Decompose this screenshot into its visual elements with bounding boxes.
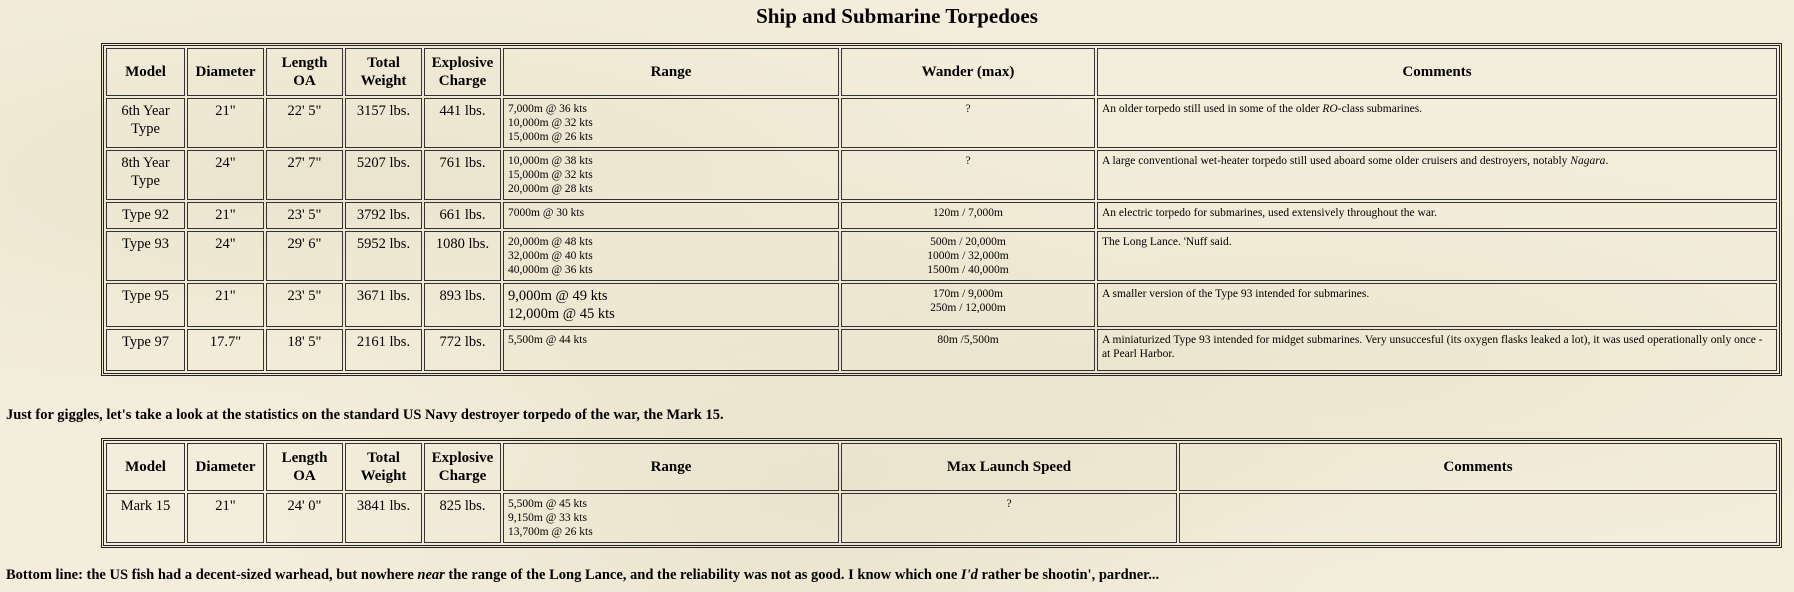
comment-text: A miniaturized Type 93 intended for midget submarines. Very unsuccesful (its oxygen flasks leaked a lot), it was used operationally only once - at Pearl Harbor. <box>1102 334 1763 360</box>
cell-comment <box>1097 283 1777 327</box>
table-row <box>106 98 1777 148</box>
cell-weight: 3792 lbs. <box>345 202 422 229</box>
cell-diameter: 24" <box>187 150 264 200</box>
cell-range <box>503 98 839 148</box>
cell-range <box>503 283 839 327</box>
cell-charge: 441 lbs. <box>424 98 501 148</box>
col-header-length: Length OA <box>266 48 343 96</box>
cell-length: 29' 6" <box>266 231 343 281</box>
cell-length: 22' 5" <box>266 98 343 148</box>
col-header-range: Range <box>503 443 839 491</box>
cell-diameter: 21" <box>187 493 264 543</box>
col-header-length: Length OA <box>266 443 343 491</box>
cell-charge: 761 lbs. <box>424 150 501 200</box>
interlude-text: Just for giggles, let's take a look at the statistics on the standard US Navy destroyer torpedo of the war, the Mark 15. <box>6 407 724 423</box>
page-title: Ship and Submarine Torpedoes <box>756 4 1038 28</box>
cell-weight: 5207 lbs. <box>345 150 422 200</box>
wander-line: 1000m / 32,000m <box>927 250 1009 262</box>
range-line: 20,000m @ 48 kts <box>508 236 593 248</box>
comment-text: An older torpedo still used in some of the older <box>1102 103 1323 115</box>
cell-comment <box>1097 231 1777 281</box>
cell-diameter: 21" <box>187 202 264 229</box>
col-header-weight: Total Weight <box>345 48 422 96</box>
range-line: 15,000m @ 26 kts <box>508 131 593 143</box>
range-line: 40,000m @ 36 kts <box>508 264 593 276</box>
wander-line: 500m / 20,000m <box>930 236 1006 248</box>
cell-range <box>503 150 839 200</box>
cell-model: 6th Year Type <box>106 98 185 148</box>
col-header-comments: Comments <box>1097 48 1777 96</box>
col-header-comments: Comments <box>1179 443 1777 491</box>
range-line: 7000m @ 30 kts <box>508 207 585 219</box>
cell-comment <box>1179 493 1777 543</box>
us-torpedo-table <box>101 438 1782 548</box>
cell-length: 23' 5" <box>266 283 343 327</box>
cell-range <box>503 202 839 229</box>
range-line: 5,500m @ 44 kts <box>508 334 587 346</box>
table-row <box>106 329 1777 371</box>
cell-length: 18' 5" <box>266 329 343 371</box>
range-line: 7,000m @ 36 kts <box>508 103 587 115</box>
cell-wander <box>841 98 1095 148</box>
cell-comment <box>1097 150 1777 200</box>
cell-range <box>503 231 839 281</box>
table-row <box>106 231 1777 281</box>
cell-range <box>503 329 839 371</box>
wander-line: ? <box>965 103 971 115</box>
wander-line: 80m /5,500m <box>937 334 999 346</box>
comment-text: An electric torpedo for submarines, used extensively throughout the war. <box>1102 207 1438 219</box>
cell-weight: 3841 lbs. <box>345 493 422 543</box>
bottom-line-part3: rather be shootin', pardner... <box>977 567 1160 583</box>
cell-model: Type 97 <box>106 329 185 371</box>
range-line: 10,000m @ 38 kts <box>508 155 593 167</box>
wander-line: ? <box>965 155 971 167</box>
col-header-model: Model <box>106 443 185 491</box>
cell-weight: 3157 lbs. <box>345 98 422 148</box>
cell-model: Mark 15 <box>106 493 185 543</box>
cell-model: 8th Year Type <box>106 150 185 200</box>
cell-comment <box>1097 98 1777 148</box>
cell-length: 27' 7" <box>266 150 343 200</box>
range-line: 13,700m @ 26 kts <box>508 526 593 538</box>
comment-emphasis: Nagara <box>1570 155 1606 167</box>
comment-text: The Long Lance. 'Nuff said. <box>1102 236 1232 248</box>
cell-model: Type 93 <box>106 231 185 281</box>
cell-wander <box>841 231 1095 281</box>
cell-comment <box>1097 329 1777 371</box>
wander-line: 250m / 12,000m <box>930 302 1006 314</box>
range-line: 20,000m @ 28 kts <box>508 183 593 195</box>
cell-length: 23' 5" <box>266 202 343 229</box>
range-line: 9,150m @ 33 kts <box>508 512 587 524</box>
cell-model: Type 95 <box>106 283 185 327</box>
cell-weight: 2161 lbs. <box>345 329 422 371</box>
col-header-launch-speed: Max Launch Speed <box>841 443 1177 491</box>
comment-text-end: . <box>1605 155 1609 167</box>
cell-comment <box>1097 202 1777 229</box>
table-row <box>106 493 1777 543</box>
col-header-charge: Explosive Charge <box>424 48 501 96</box>
cell-charge: 893 lbs. <box>424 283 501 327</box>
range-line: 10,000m @ 32 kts <box>508 117 593 129</box>
cell-charge: 772 lbs. <box>424 329 501 371</box>
cell-diameter: 24" <box>187 231 264 281</box>
table-row <box>106 283 1777 327</box>
cell-wander <box>841 329 1095 371</box>
bottom-line-part2: the range of the Long Lance, and the reliability was not as good. I know which one <box>444 567 961 583</box>
cell-wander <box>841 150 1095 200</box>
range-line: 5,500m @ 45 kts <box>508 498 587 510</box>
cell-weight: 5952 lbs. <box>345 231 422 281</box>
comment-text: A large conventional wet-heater torpedo still used aboard some older cruisers and destroyers, notably <box>1102 155 1571 167</box>
comment-text-end: -class submarines. <box>1337 103 1423 115</box>
cell-launch-speed: ? <box>841 493 1177 543</box>
wander-line: 1500m / 40,000m <box>927 264 1009 276</box>
range-line: 12,000m @ 45 kts <box>508 306 615 322</box>
cell-weight: 3671 lbs. <box>345 283 422 327</box>
col-header-charge: Explosive Charge <box>424 443 501 491</box>
cell-charge: 1080 lbs. <box>424 231 501 281</box>
cell-charge: 825 lbs. <box>424 493 501 543</box>
wander-line: 120m / 7,000m <box>933 207 1003 219</box>
col-header-diameter: Diameter <box>187 443 264 491</box>
cell-wander <box>841 202 1095 229</box>
ship-torpedo-table <box>101 43 1782 376</box>
comment-text: A smaller version of the Type 93 intended for submarines. <box>1102 288 1370 300</box>
range-line: 32,000m @ 40 kts <box>508 250 593 262</box>
col-header-wander: Wander (max) <box>841 48 1095 96</box>
bottom-line-part1: Bottom line: the US fish had a decent-sized warhead, but nowhere <box>6 567 418 583</box>
bottom-line-text <box>6 567 1159 584</box>
cell-charge: 661 lbs. <box>424 202 501 229</box>
wander-line: 170m / 9,000m <box>933 288 1003 300</box>
col-header-range: Range <box>503 48 839 96</box>
table-row <box>106 202 1777 229</box>
cell-length: 24' 0" <box>266 493 343 543</box>
table-row <box>106 150 1777 200</box>
cell-diameter: 21" <box>187 98 264 148</box>
cell-model: Type 92 <box>106 202 185 229</box>
range-line: 15,000m @ 32 kts <box>508 169 593 181</box>
col-header-model: Model <box>106 48 185 96</box>
col-header-diameter: Diameter <box>187 48 264 96</box>
cell-wander <box>841 283 1095 327</box>
bottom-line-emphasis-near: near <box>417 567 445 583</box>
range-line: 9,000m @ 49 kts <box>508 288 608 304</box>
cell-diameter: 17.7" <box>187 329 264 371</box>
comment-emphasis: RO <box>1322 103 1338 115</box>
col-header-weight: Total Weight <box>345 443 422 491</box>
cell-range <box>503 493 839 543</box>
cell-diameter: 21" <box>187 283 264 327</box>
bottom-line-emphasis-id: I'd <box>960 567 978 583</box>
